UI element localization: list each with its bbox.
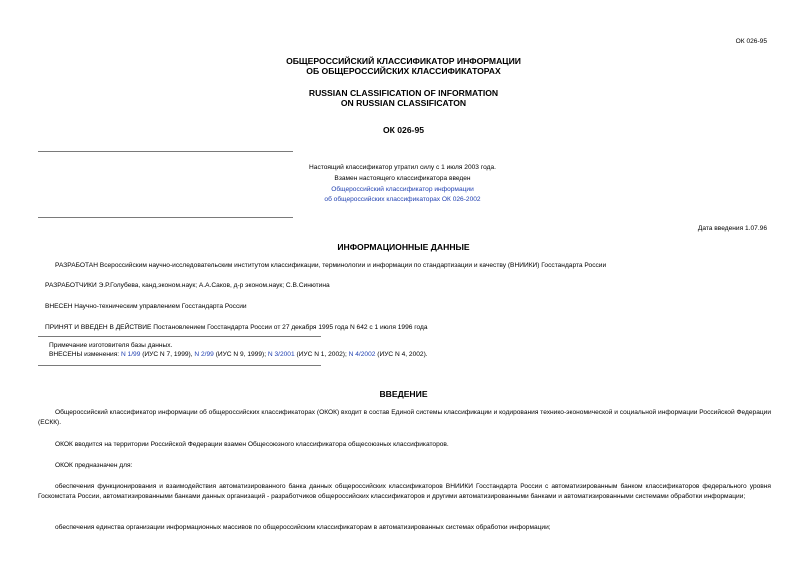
intro-paragraph-1 [38, 408, 771, 427]
intro-heading: ВВЕДЕНИЕ [379, 389, 428, 399]
title-ru-line1: ОБЩЕРОССИЙСКИЙ КЛАССИФИКАТОР ИНФОРМАЦИИ [286, 56, 521, 66]
intro-p3-text: ОКОК предназначен для: [55, 462, 133, 469]
amendment-link-3[interactable]: N 3/2001 [267, 351, 295, 358]
amendments-prefix: ВНЕСЕНЫ изменения: [49, 351, 120, 358]
divider-notice [38, 217, 293, 218]
db-note-label: Примечание изготовителя базы данных. [49, 342, 173, 349]
submitted-by: ВНЕСЕН Научно-техническим управлением Госстандарта России [45, 303, 247, 310]
amendment-link-4[interactable]: N 4/2002 [348, 351, 376, 358]
adopted: ПРИНЯТ И ВВЕДЕН В ДЕЙСТВИЕ Постановлением Госстандарта России от 27 декабря 1995 года N 642 с 1 июля 1996 года [45, 324, 428, 331]
developers: РАЗРАБОТЧИКИ Э.Р.Голубева, канд.эконом.наук; А.А.Саков, д-р эконом.наук; С.В.Синютина [45, 282, 330, 289]
title-ru-line2: ОБ ОБЩЕРОССИЙСКИХ КЛАССИФИКАТОРАХ [306, 66, 501, 76]
info-heading: ИНФОРМАЦИОННЫЕ ДАННЫЕ [337, 242, 470, 252]
amendments-line [49, 350, 428, 359]
notice-line2: Взамен настоящего классификатора введен [334, 175, 471, 182]
intro-p4-text: обеспечения функционирования и взаимодействия автоматизированного банка данных общероссийских классификаторов ВНИИКИ Госстандарта России с автоматизированным банком классификаторов федерального уровня Госкомстата России, автоматизированными банками данных организаций - разработчиков общероссийских классификаторов и другими автоматизированными банками и автоматизированными системами обработки информации; [38, 483, 771, 500]
title-en-line1: RUSSIAN CLASSIFICATION OF INFORMATION [308, 88, 499, 98]
notice-line1: Настоящий классификатор утратил силу с 1 июля 2003 года. [309, 164, 496, 171]
intro-p5-text: обеспечения единства организации информационных массивов по общероссийским классификаторам в автоматизированных системах обработки информации; [55, 524, 551, 531]
amendment-link-2[interactable]: N 2/99 [194, 351, 214, 358]
divider-top [38, 151, 293, 152]
document-code-top: ОК 026-95 [735, 38, 767, 45]
divider-note-bottom [38, 365, 321, 366]
intro-paragraph-3 [38, 461, 771, 471]
intro-paragraph-5 [38, 523, 771, 533]
title-en-line2: ON RUSSIAN CLASSIFICATON [340, 98, 467, 108]
intro-paragraph-2 [38, 440, 771, 450]
intro-date: Дата введения 1.07.96 [697, 225, 767, 232]
amendment-ref-1: (ИУС N 7, 1999), [142, 351, 193, 358]
intro-p2-text: ОКОК вводится на территории Российской Федерации взамен Общесоюзного классификатора общесоюзных классификаторов. [55, 441, 449, 448]
intro-paragraph-4 [38, 482, 771, 501]
replacement-link-line1[interactable]: Общероссийский классификатор информации [331, 186, 474, 193]
title-code: ОК 026-95 [382, 125, 425, 135]
intro-p1-text: Общероссийский классификатор информации об общероссийских классификаторах (ОКОК) входит в состав Единой системы классификации и кодирования технико-экономической и социальной информации Российской Федерации (ЕСКК). [38, 409, 771, 426]
amendment-ref-2: (ИУС N 9, 1999); [215, 351, 267, 358]
developed-by: РАЗРАБОТАН Всероссийским научно-исследовательским институтом классификации, терминологии и информации по стандартизации и качеству (ВНИИКИ) Госстандарта России [55, 262, 607, 269]
replacement-link-line2[interactable]: об общероссийских классификаторах ОК 026-2002 [324, 196, 481, 203]
amendment-ref-4: (ИУС N 4, 2002). [377, 351, 428, 358]
amendment-link-1[interactable]: N 1/99 [120, 351, 141, 358]
amendment-ref-3: (ИУС N 1, 2002); [296, 351, 347, 358]
divider-note-top [38, 336, 321, 337]
